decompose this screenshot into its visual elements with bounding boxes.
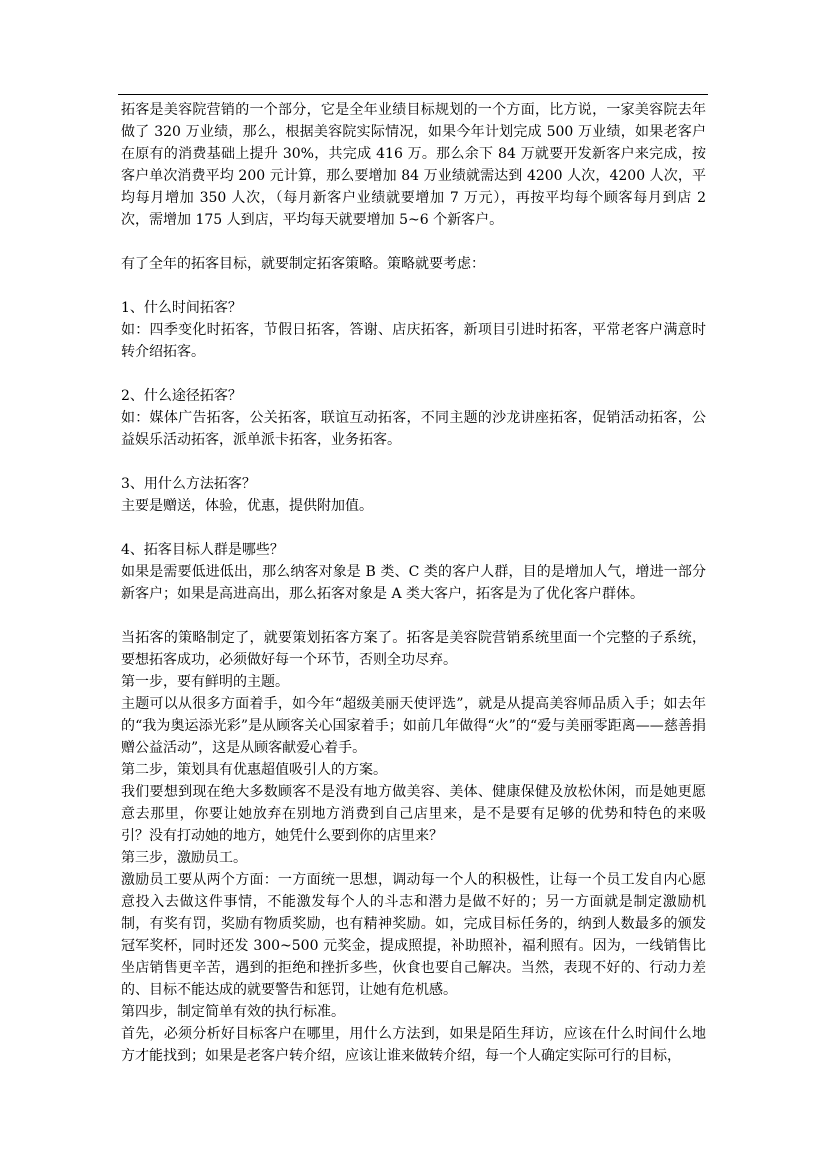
step-4-heading: 第四步，制定简单有效的执行标准。 (121, 1004, 345, 1020)
step-3-heading: 第三步，激励员工。 (121, 850, 247, 866)
blank-line (121, 363, 706, 385)
step-4-body: 首先，必须分析好目标客户在哪里，用什么方法到，如果是陌生拜访，应该在什么时间什么地方才能找到；如果是老客户转介绍，应该让谁来做转介绍，每一个人确定实际可行的目标， (121, 1026, 706, 1064)
step-2-heading: 第二步，策划具有优惠超值吸引人的方案。 (121, 762, 387, 778)
question-4-answer: 如果是需要低进低出，那么纳客对象是 B 类、C 类的客户人群，目的是增加人气，增进一部分新客户；如果是高进高出，那么拓客对象是 A 类大客户，拓客是为了优化客户群体。 (121, 564, 706, 602)
plan-intro: 当拓客的策略制定了，就要策划拓客方案了。拓客是美容院营销系统里面一个完整的子系统，要想拓客成功，必须做好每一个环节，否则全功尽弃。 (121, 630, 706, 668)
question-1-answer: 如：四季变化时拓客，节假日拓客，答谢、店庆拓客，新项目引进时拓客，平常老客户满意时转介绍拓客。 (121, 322, 706, 360)
question-3-heading: 3、用什么方法拓客？ (121, 476, 256, 492)
question-4-heading: 4、拓客目标人群是哪些？ (121, 542, 284, 558)
question-2-heading: 2、什么途径拓客？ (121, 388, 242, 404)
header-rule (118, 94, 708, 95)
blank-line (121, 451, 706, 473)
step-3-body: 激励员工要从两个方面：一方面统一思想，调动每一个人的积极性，让每一个员工发自内心愿意投入去做这件事情，不能激发每个人的斗志和潜力是做不好的；另一方面就是制定激励机制，有奖有罚，奖励有物质奖励，也有精神奖励。如，完成目标任务的，纳到人数最多的颁发冠军奖杯，同时还发 300~500 元奖金，提成照提，补助照补，福利照有。因为，一线销售比坐店销售更辛苦，遇到的拒绝和挫折多些，伙食也要自己解决。当然，表现不好的、行动力差的、目标不能达成的就要警告和惩罚，让她有危机感。 (121, 872, 706, 998)
blank-line (121, 517, 706, 539)
blank-line (121, 231, 706, 253)
step-2-body: 我们要想到现在绝大多数顾客不是没有地方做美容、美体、健康保健及放松休闲，而是她更愿意去那里，你要让她放弃在别地方消费到自己店里来，是不是要有足够的优势和特色的来吸引？没有打动她的地方，她凭什么要到你的店里来？ (121, 784, 706, 844)
intro-paragraph: 拓客是美容院营销的一个部分，它是全年业绩目标规划的一个方面，比方说，一家美容院去年做了 320 万业绩，那么，根据美容院实际情况，如果今年计划完成 500 万业绩，如果老客户在原有的消费基础上提升 30%，共完成 416 万。那么余下 84 万就要开发新客户来完成，按客户单次消费平均 200 元计算，那么要增加 84 万业绩就需达到 4200 人次，4200 人次，平均每月增加 350 人次，（每月新客户业绩就要增加 7 万元），再按平均每个顾客每月到店 2 次，需增加 175 人到店，平均每天就要增加 5~6 个新客户。 (121, 102, 706, 228)
step-1-heading: 第一步，要有鲜明的主题。 (121, 674, 289, 690)
question-1-heading: 1、什么时间拓客？ (121, 300, 242, 316)
blank-line (121, 605, 706, 627)
step-1-body: 主题可以从很多方面着手，如今年“超级美丽天使评选”，就是从提高美容师品质入手；如去年的“我为奥运添光彩”是从顾客关心国家着手；如前几年做得“火”的“爱与美丽零距离——慈善捐赠公益活动”，这是从顾客献爱心着手。 (121, 696, 706, 756)
document-body (121, 99, 706, 1067)
question-3-answer: 主要是赠送，体验，优惠，提供附加值。 (121, 498, 373, 514)
question-2-answer: 如：媒体广告拓客，公关拓客，联谊互动拓客，不同主题的沙龙讲座拓客，促销活动拓客，公益娱乐活动拓客，派单派卡拓客，业务拓客。 (121, 410, 706, 448)
strategy-intro: 有了全年的拓客目标，就要制定拓客策略。策略就要考虑： (121, 256, 485, 272)
blank-line (121, 275, 706, 297)
